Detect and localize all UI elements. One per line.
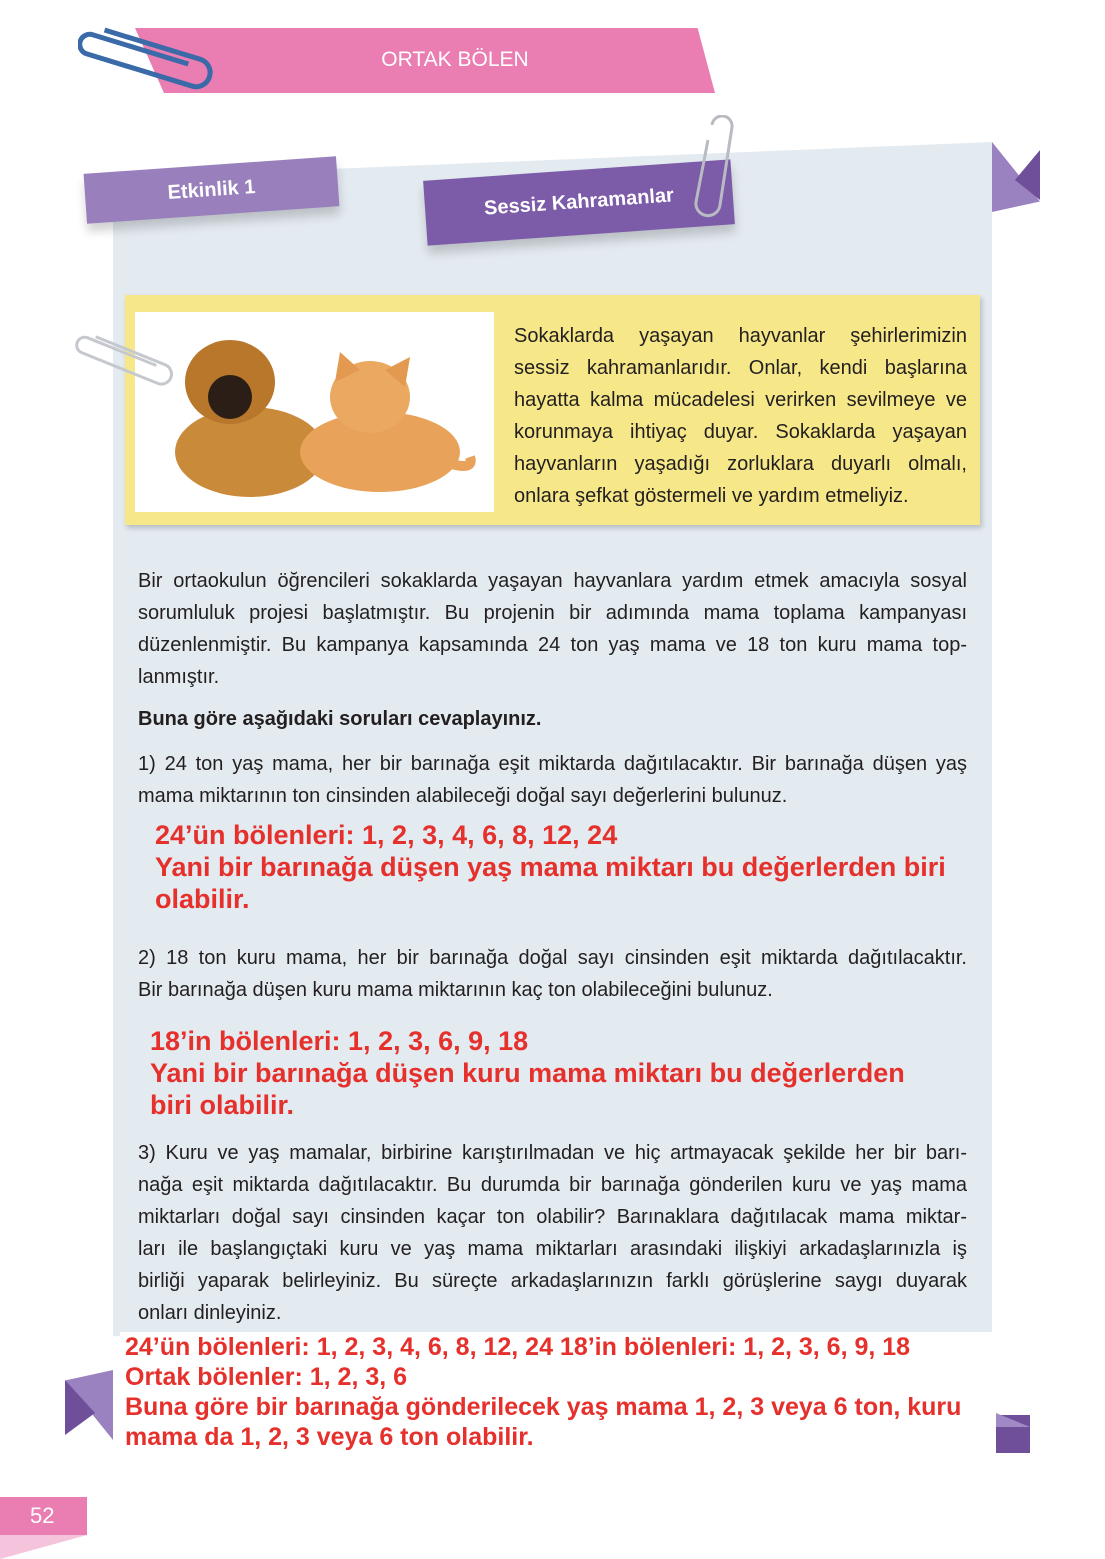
paperclip-icon <box>682 115 738 220</box>
answer-line: Yani bir barınağa düşen kuru mama miktarı bu değerlerden <box>150 1058 905 1088</box>
activity-title: Sessiz Kahramanlar <box>423 159 735 245</box>
problem-paragraph <box>138 565 967 693</box>
intro-text <box>514 320 967 512</box>
text-line: 1) 24 ton yaş mama, her bir barınağa eşit miktarda dağıtılacaktır. Bir barınağa düşen yaş <box>138 753 967 775</box>
text-line: sessiz kahramanlarıdır. Onlar, kendi başlarına <box>514 357 967 379</box>
answer-line: Buna göre bir barınağa gönderilecek yaş mama 1, 2, 3 veya 6 ton, kuru <box>125 1393 962 1421</box>
text-line: hayatta kalma mücadelesi verirken sevilmeye ve <box>514 389 967 411</box>
answer-line: biri olabilir. <box>150 1090 295 1120</box>
text-line: korunmaya ihtiyaç duyar. Sokaklarda yaşayan <box>514 421 967 443</box>
text-line: 2) 18 ton kuru mama, her bir barınağa doğal sayı cinsinden eşit miktarda dağıtılacaktır. <box>138 947 967 969</box>
text-line: düzenlenmiştir. Bu kampanya kapsamında 24 ton yaş mama ve 18 ton kuru mama top- <box>138 634 967 656</box>
answer-line: 24’ün bölenleri: 1, 2, 3, 4, 6, 8, 12, 24 18’in bölenleri: 1, 2, 3, 6, 9, 18 <box>125 1333 911 1361</box>
text-line: miktarları doğal sayı cinsinden kaçar ton olabilir? Barınaklara dağıtılacak mama miktar- <box>138 1206 967 1228</box>
question-1 <box>138 748 967 812</box>
text-line: onlara şefkat göstermeli ve yardım etmeliyiz. <box>514 485 909 507</box>
activity-label: Etkinlik 1 <box>84 156 340 224</box>
answer-line: Ortak bölenler: 1, 2, 3, 6 <box>125 1363 408 1391</box>
answer-2 <box>150 1025 905 1121</box>
question-3 <box>138 1137 967 1329</box>
answer-3 <box>120 1332 996 1452</box>
text-line: nağa eşit miktarda dağıtılacaktır. Bu durumda bir barınağa gönderilen kuru ve yaş mama <box>138 1174 967 1196</box>
text-line: onları dinleyiniz. <box>138 1302 282 1324</box>
answer-line: 18’in bölenleri: 1, 2, 3, 6, 9, 18 <box>150 1026 529 1056</box>
text-line: Bir ortaokulun öğrencileri sokaklarda yaşayan hayvanlara yardım etmek amacıyla sosyal <box>138 570 967 592</box>
page-number: 52 <box>0 1497 87 1535</box>
answer-line: olabilir. <box>155 884 250 914</box>
text-line: birliği yaparak belirleyiniz. Bu süreçte arkadaşlarınızın farklı görüşlerine saygı duyarak <box>138 1270 967 1292</box>
text-line: Bir barınağa düşen kuru mama miktarının kaç ton olabileceğini bulunuz. <box>138 979 773 1001</box>
page-number-decoration <box>0 1535 87 1559</box>
text-line: sorumluluk projesi başlatmıştır. Bu projenin bir adımında mama toplama kampanyası <box>138 602 967 624</box>
paperclip-icon <box>75 328 180 388</box>
instruction: Buna göre aşağıdaki soruları cevaplayınız. <box>138 708 542 730</box>
text-line: hayvanların yaşadığı zorluklara duyarlı olmalı, <box>514 453 967 475</box>
puppy-kitten-photo <box>135 312 494 512</box>
page-title: ORTAK BÖLEN <box>381 48 529 71</box>
text-line: lanmıştır. <box>138 666 220 688</box>
question-2 <box>138 942 967 1006</box>
answer-line: 24’ün bölenleri: 1, 2, 3, 4, 6, 8, 12, 24 <box>155 820 618 850</box>
answer-1 <box>155 819 982 915</box>
answer-line: mama da 1, 2, 3 veya 6 ton olabilir. <box>125 1423 534 1451</box>
answer-line: Yani bir barınağa düşen yaş mama miktarı bu değerlerden biri <box>155 852 946 882</box>
text-line: Sokaklarda yaşayan hayvanlar şehirlerimizin <box>514 325 967 347</box>
text-line: ları ile başlangıçtaki kuru ve yaş mama miktarları arasındaki ilişkiyi arkadaşlarınızla iş <box>138 1238 967 1260</box>
paperclip-icon <box>78 24 218 94</box>
text-line: mama miktarının ton cinsinden alabileceği doğal sayı değerlerini bulunuz. <box>138 785 788 807</box>
text-line: 3) Kuru ve yaş mamalar, birbirine karıştırılmadan ve hiç artmayacak şekilde her bir barı- <box>138 1142 967 1164</box>
